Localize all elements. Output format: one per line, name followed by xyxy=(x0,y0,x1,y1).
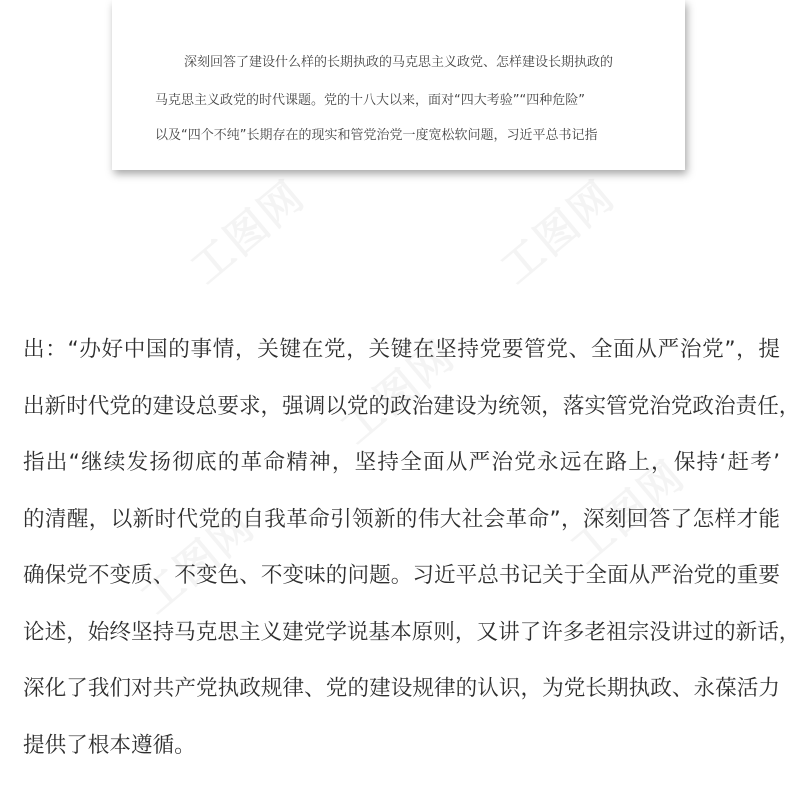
body-text-line: 的清醒，以新时代党的自我革命引领新的伟大社会革命”，深刻回答了怎样才能 xyxy=(23,506,780,532)
body-text-line: 出新时代党的建设总要求，强调以党的政治建设为统领，落实管党治党政治责任， xyxy=(23,393,800,419)
quote-card xyxy=(112,0,685,170)
body-text-line: 深化了我们对共产党执政规律、党的建设规律的认识，为党长期执政、永葆活力 xyxy=(23,676,780,701)
watermark xyxy=(486,165,626,296)
body-text-line: 论述，始终坚持马克思主义建党学说基本原则，又讲了许多老祖宗没讲过的新话， xyxy=(23,619,800,645)
body-paragraph xyxy=(23,322,800,774)
body-text-line: 提供了根本遵循。 xyxy=(23,732,196,758)
card-text-line: 以及“四个不纯”长期存在的现实和管党治党一度宽松软问题，习近平总书记指 xyxy=(155,128,598,143)
body-text-line: 确保党不变质、不变色、不变味的问题。习近平总书记关于全面从严治党的重要 xyxy=(23,563,780,588)
watermark xyxy=(176,165,316,296)
body-text-line: 出：“办好中国的事情，关键在党，关键在坚持党要管党、全面从严治党”，提 xyxy=(23,337,780,362)
card-text-line: 深刻回答了建设什么样的长期执政的马克思主义政党、怎样建设长期执政的 xyxy=(184,55,614,70)
body-text-line: 指出“继续发扬彻底的革命精神，坚持全面从严治党永远在路上，保持‘赶考’ xyxy=(23,450,780,475)
card-text-line: 马克思主义政党的时代课题。党的十八大以来，面对“四大考验”“四种危险” xyxy=(155,93,585,108)
